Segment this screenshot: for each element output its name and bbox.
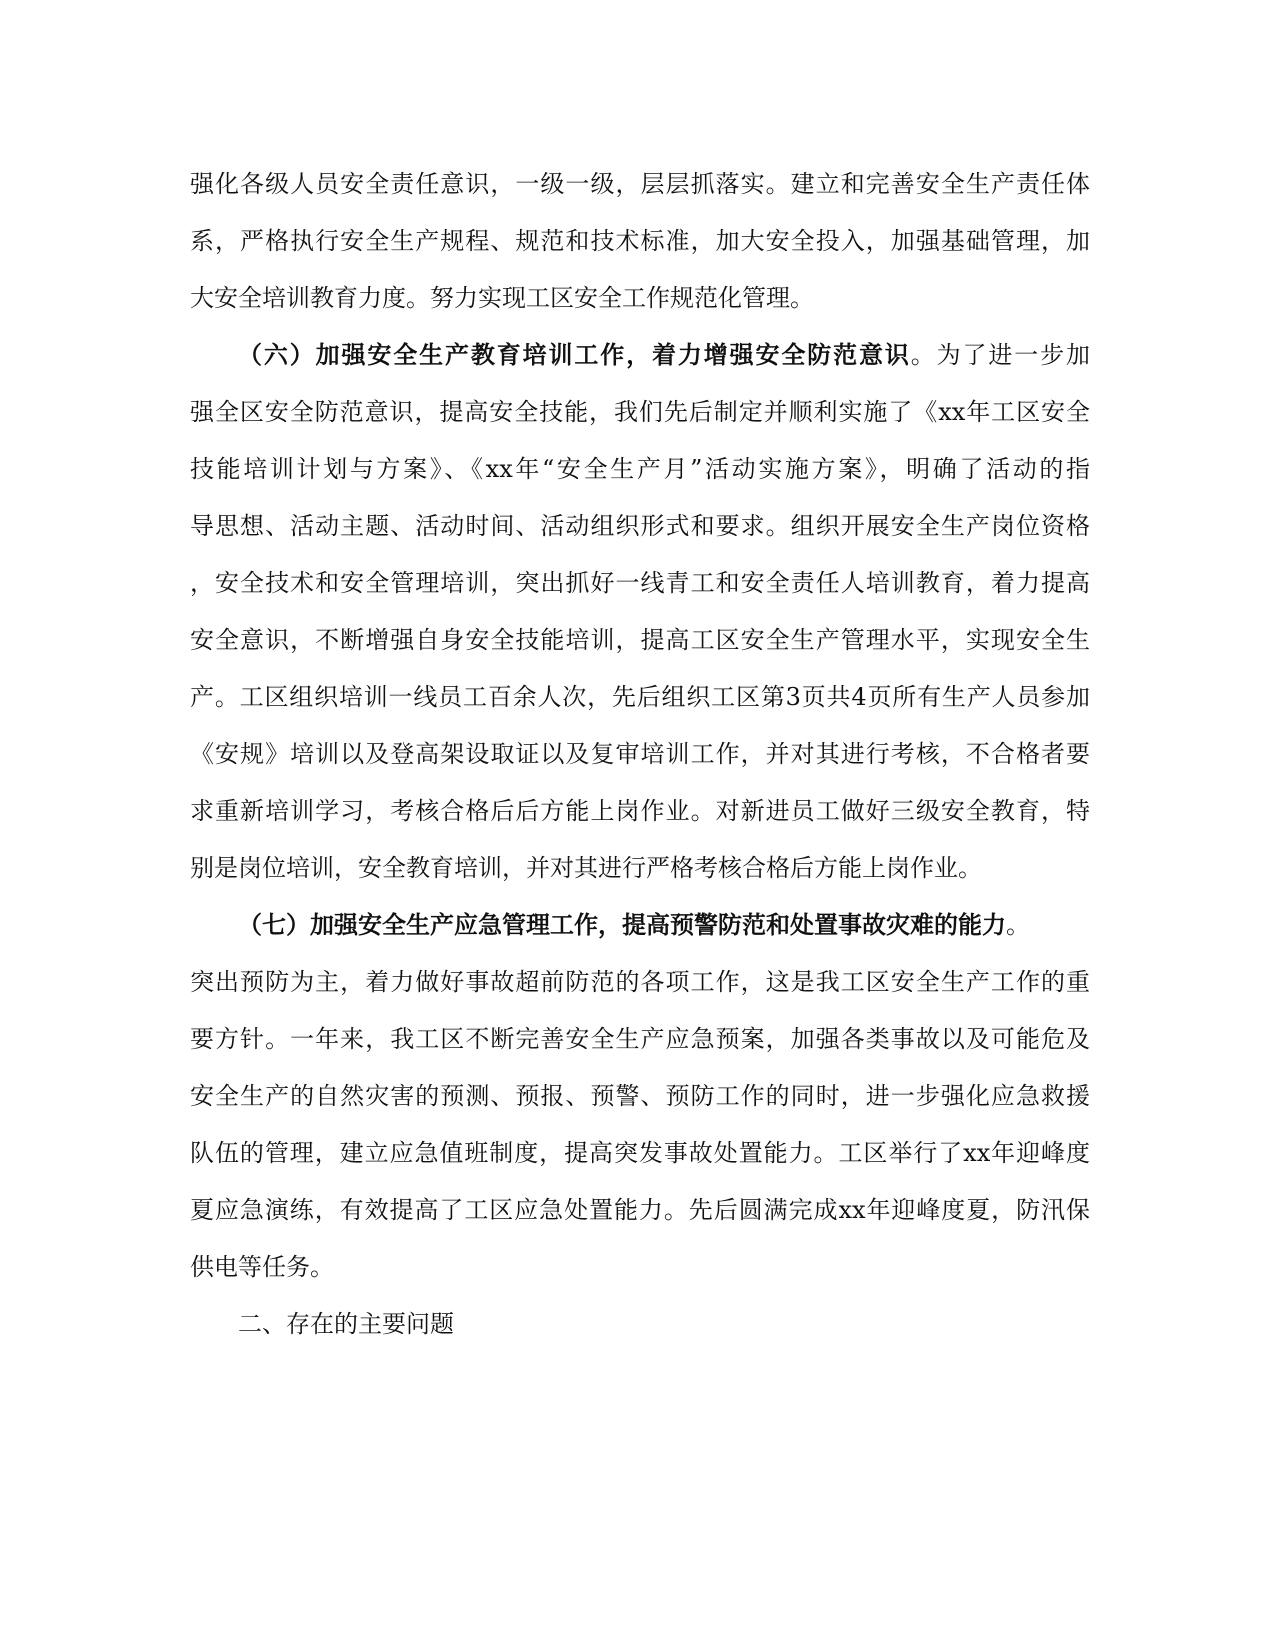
paragraph-2-line-3: 导思想、活动主题、活动时间、活动组织形式和要求。组织开展安全生产岗位资格 (190, 512, 1090, 540)
paragraph-2-line-2: 技能培训计划与方案》、《xx年“安全生产月”活动实施方案》，明确了活动的指 (190, 455, 1090, 483)
section-7-heading: （七）加强安全生产应急管理工作，提高预警防范和处置事故灾难的能力 (238, 910, 1006, 939)
paragraph-3-line-1: 突出预防为主，着力做好事故超前防范的各项工作，这是我工区安全生产工作的重 (190, 968, 1090, 996)
paragraph-1-line-1: 强化各级人员安全责任意识，一级一级，层层抓落实。建立和完善安全生产责任体 (190, 170, 1090, 198)
paragraph-2-line-4: ，安全技术和安全管理培训，突出抓好一线青工和安全责任人培训教育，着力提高 (190, 569, 1090, 597)
paragraph-3-line-4: 队伍的管理，建立应急值班制度，提高突发事故处置能力。工区举行了xx年迎峰度 (190, 1139, 1090, 1167)
paragraph-3-line-6: 供电等任务。 (190, 1253, 334, 1281)
paragraph-2-line-6: 产。工区组织培训一线员工百余人次，先后组织工区第3页共4页所有生产人员参加 (190, 683, 1090, 711)
section-6-heading: （六）加强安全生产教育培训工作，着力增强安全防范意识 (238, 340, 911, 369)
section-6-heading-rest: 。为了进一步加 (910, 341, 1090, 369)
paragraph-2-line-7: 《安规》培训以及登高架设取证以及复审培训工作，并对其进行考核，不合格者要 (190, 740, 1090, 768)
section-title-main-problems: 二、存在的主要问题 (238, 1310, 454, 1338)
paragraph-3-line-5: 夏应急演练，有效提高了工区应急处置能力。先后圆满完成xx年迎峰度夏，防汛保 (190, 1196, 1090, 1224)
section-7-heading-rest: 。 (1006, 911, 1030, 939)
paragraph-2-line-8: 求重新培训学习，考核合格后后方能上岗作业。对新进员工做好三级安全教育，特 (190, 797, 1090, 825)
paragraph-2-line-5: 安全意识，不断增强自身安全技能培训，提高工区安全生产管理水平，实现安全生 (190, 626, 1090, 654)
paragraph-2-line-1: 强全区安全防范意识，提高安全技能，我们先后制定并顺利实施了《xx年工区安全 (190, 398, 1090, 426)
paragraph-1-line-3: 大安全培训教育力度。努力实现工区安全工作规范化管理。 (190, 284, 814, 312)
paragraph-1-line-2: 系，严格执行安全生产规程、规范和技术标准，加大安全投入，加强基础管理，加 (190, 227, 1090, 255)
paragraph-2-line-9: 别是岗位培训，安全教育培训，并对其进行严格考核合格后方能上岗作业。 (190, 854, 982, 882)
paragraph-3-first-line (238, 907, 1090, 943)
paragraph-3-line-2: 要方针。一年来，我工区不断完善安全生产应急预案，加强各类事故以及可能危及 (190, 1025, 1090, 1053)
paragraph-2-first-line (238, 337, 1090, 373)
paragraph-3-line-3: 安全生产的自然灾害的预测、预报、预警、预防工作的同时，进一步强化应急救援 (190, 1082, 1090, 1110)
